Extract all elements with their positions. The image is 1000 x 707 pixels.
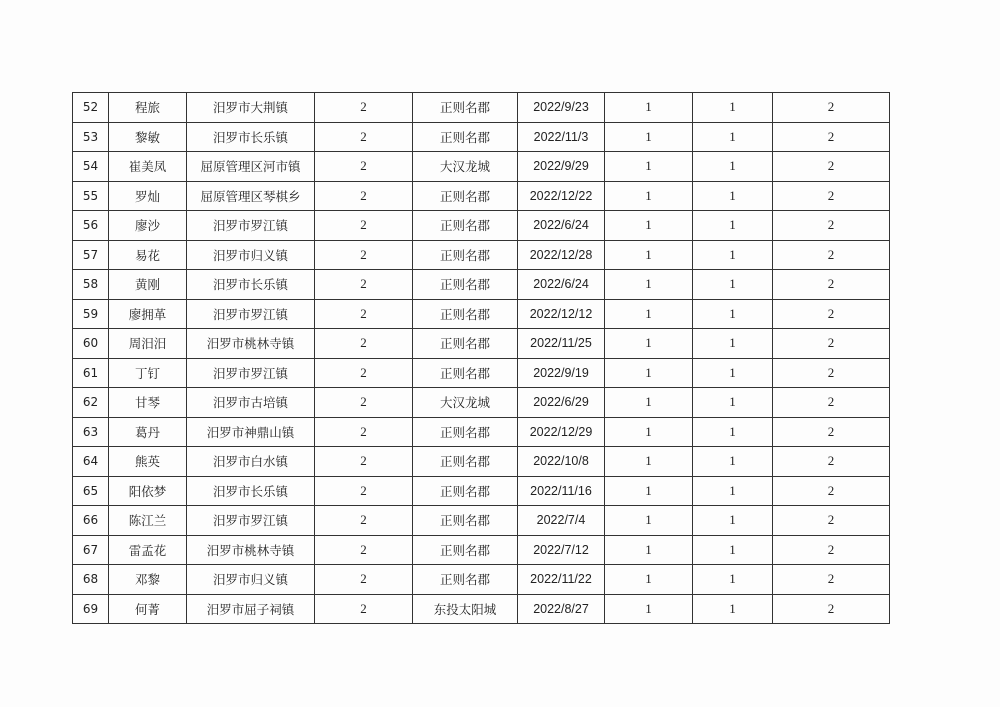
cell-count-b: 1 bbox=[693, 535, 773, 565]
cell-count-b: 1 bbox=[693, 299, 773, 329]
cell-name: 阳依梦 bbox=[109, 476, 187, 506]
table-row bbox=[73, 181, 890, 211]
cell-date: 2022/11/22 bbox=[518, 565, 605, 595]
cell-address: 汨罗市桃林寺镇 bbox=[187, 329, 315, 359]
records-table-body bbox=[73, 93, 890, 624]
table-row bbox=[73, 594, 890, 624]
cell-name: 廖沙 bbox=[109, 211, 187, 241]
cell-date: 2022/7/12 bbox=[518, 535, 605, 565]
cell-count-a: 1 bbox=[605, 565, 693, 595]
cell-address: 汨罗市归义镇 bbox=[187, 240, 315, 270]
cell-count-a: 1 bbox=[605, 211, 693, 241]
cell-address: 汨罗市长乐镇 bbox=[187, 270, 315, 300]
cell-housing-project: 正则名郡 bbox=[413, 476, 518, 506]
cell-date: 2022/11/3 bbox=[518, 122, 605, 152]
cell-total: 2 bbox=[773, 565, 890, 595]
cell-count-b: 1 bbox=[693, 181, 773, 211]
cell-row-index: 62 bbox=[73, 388, 109, 418]
cell-household-size: 2 bbox=[315, 329, 413, 359]
cell-total: 2 bbox=[773, 152, 890, 182]
cell-housing-project: 正则名郡 bbox=[413, 329, 518, 359]
cell-date: 2022/8/27 bbox=[518, 594, 605, 624]
cell-name: 周汨汨 bbox=[109, 329, 187, 359]
cell-count-a: 1 bbox=[605, 535, 693, 565]
cell-row-index: 59 bbox=[73, 299, 109, 329]
cell-row-index: 64 bbox=[73, 447, 109, 477]
cell-household-size: 2 bbox=[315, 181, 413, 211]
cell-count-a: 1 bbox=[605, 506, 693, 536]
cell-housing-project: 正则名郡 bbox=[413, 417, 518, 447]
cell-housing-project: 正则名郡 bbox=[413, 270, 518, 300]
cell-row-index: 67 bbox=[73, 535, 109, 565]
cell-housing-project: 正则名郡 bbox=[413, 358, 518, 388]
cell-count-b: 1 bbox=[693, 152, 773, 182]
cell-count-b: 1 bbox=[693, 329, 773, 359]
cell-household-size: 2 bbox=[315, 565, 413, 595]
table-row bbox=[73, 565, 890, 595]
cell-row-index: 68 bbox=[73, 565, 109, 595]
cell-count-b: 1 bbox=[693, 270, 773, 300]
cell-date: 2022/6/24 bbox=[518, 270, 605, 300]
cell-row-index: 69 bbox=[73, 594, 109, 624]
cell-count-b: 1 bbox=[693, 93, 773, 123]
cell-count-a: 1 bbox=[605, 270, 693, 300]
cell-name: 何菁 bbox=[109, 594, 187, 624]
cell-date: 2022/6/29 bbox=[518, 388, 605, 418]
cell-total: 2 bbox=[773, 417, 890, 447]
cell-name: 甘琴 bbox=[109, 388, 187, 418]
cell-row-index: 57 bbox=[73, 240, 109, 270]
cell-total: 2 bbox=[773, 388, 890, 418]
cell-household-size: 2 bbox=[315, 270, 413, 300]
cell-row-index: 61 bbox=[73, 358, 109, 388]
table-row bbox=[73, 329, 890, 359]
cell-count-b: 1 bbox=[693, 211, 773, 241]
cell-date: 2022/12/22 bbox=[518, 181, 605, 211]
cell-date: 2022/6/24 bbox=[518, 211, 605, 241]
cell-date: 2022/12/28 bbox=[518, 240, 605, 270]
cell-row-index: 53 bbox=[73, 122, 109, 152]
cell-date: 2022/9/29 bbox=[518, 152, 605, 182]
cell-total: 2 bbox=[773, 270, 890, 300]
cell-household-size: 2 bbox=[315, 417, 413, 447]
cell-row-index: 60 bbox=[73, 329, 109, 359]
cell-count-b: 1 bbox=[693, 122, 773, 152]
cell-row-index: 55 bbox=[73, 181, 109, 211]
cell-row-index: 56 bbox=[73, 211, 109, 241]
cell-count-b: 1 bbox=[693, 476, 773, 506]
cell-housing-project: 正则名郡 bbox=[413, 535, 518, 565]
cell-row-index: 66 bbox=[73, 506, 109, 536]
cell-count-a: 1 bbox=[605, 447, 693, 477]
cell-address: 屈原管理区河市镇 bbox=[187, 152, 315, 182]
cell-count-a: 1 bbox=[605, 329, 693, 359]
cell-count-a: 1 bbox=[605, 93, 693, 123]
table-row bbox=[73, 270, 890, 300]
cell-count-a: 1 bbox=[605, 388, 693, 418]
cell-date: 2022/9/23 bbox=[518, 93, 605, 123]
table-row bbox=[73, 447, 890, 477]
cell-housing-project: 正则名郡 bbox=[413, 122, 518, 152]
cell-date: 2022/11/25 bbox=[518, 329, 605, 359]
cell-name: 程旅 bbox=[109, 93, 187, 123]
cell-name: 葛丹 bbox=[109, 417, 187, 447]
cell-household-size: 2 bbox=[315, 152, 413, 182]
cell-housing-project: 正则名郡 bbox=[413, 447, 518, 477]
cell-date: 2022/11/16 bbox=[518, 476, 605, 506]
cell-address: 汨罗市罗江镇 bbox=[187, 358, 315, 388]
cell-household-size: 2 bbox=[315, 299, 413, 329]
cell-row-index: 65 bbox=[73, 476, 109, 506]
cell-count-a: 1 bbox=[605, 358, 693, 388]
cell-household-size: 2 bbox=[315, 240, 413, 270]
cell-total: 2 bbox=[773, 181, 890, 211]
cell-name: 廖拥革 bbox=[109, 299, 187, 329]
cell-address: 汨罗市古培镇 bbox=[187, 388, 315, 418]
cell-date: 2022/7/4 bbox=[518, 506, 605, 536]
cell-housing-project: 正则名郡 bbox=[413, 565, 518, 595]
cell-name: 黄刚 bbox=[109, 270, 187, 300]
cell-housing-project: 正则名郡 bbox=[413, 506, 518, 536]
cell-name: 黎敏 bbox=[109, 122, 187, 152]
cell-household-size: 2 bbox=[315, 476, 413, 506]
cell-count-b: 1 bbox=[693, 506, 773, 536]
cell-housing-project: 东投太阳城 bbox=[413, 594, 518, 624]
cell-total: 2 bbox=[773, 329, 890, 359]
cell-total: 2 bbox=[773, 211, 890, 241]
cell-household-size: 2 bbox=[315, 447, 413, 477]
table-row bbox=[73, 122, 890, 152]
cell-total: 2 bbox=[773, 476, 890, 506]
table-row bbox=[73, 476, 890, 506]
cell-total: 2 bbox=[773, 594, 890, 624]
cell-row-index: 54 bbox=[73, 152, 109, 182]
cell-row-index: 58 bbox=[73, 270, 109, 300]
cell-address: 汨罗市神鼎山镇 bbox=[187, 417, 315, 447]
cell-address: 汨罗市罗江镇 bbox=[187, 506, 315, 536]
table-row bbox=[73, 358, 890, 388]
cell-count-b: 1 bbox=[693, 594, 773, 624]
cell-count-a: 1 bbox=[605, 152, 693, 182]
cell-count-a: 1 bbox=[605, 122, 693, 152]
cell-count-b: 1 bbox=[693, 417, 773, 447]
cell-total: 2 bbox=[773, 299, 890, 329]
cell-row-index: 52 bbox=[73, 93, 109, 123]
cell-total: 2 bbox=[773, 358, 890, 388]
cell-household-size: 2 bbox=[315, 211, 413, 241]
cell-count-a: 1 bbox=[605, 299, 693, 329]
cell-address: 汨罗市白水镇 bbox=[187, 447, 315, 477]
cell-count-a: 1 bbox=[605, 181, 693, 211]
cell-address: 汨罗市屈子祠镇 bbox=[187, 594, 315, 624]
cell-date: 2022/10/8 bbox=[518, 447, 605, 477]
cell-total: 2 bbox=[773, 240, 890, 270]
cell-date: 2022/12/12 bbox=[518, 299, 605, 329]
cell-name: 易花 bbox=[109, 240, 187, 270]
table-row bbox=[73, 93, 890, 123]
table-row bbox=[73, 240, 890, 270]
cell-count-a: 1 bbox=[605, 594, 693, 624]
cell-total: 2 bbox=[773, 93, 890, 123]
table-row bbox=[73, 417, 890, 447]
cell-name: 雷孟花 bbox=[109, 535, 187, 565]
cell-name: 熊英 bbox=[109, 447, 187, 477]
cell-total: 2 bbox=[773, 535, 890, 565]
cell-housing-project: 正则名郡 bbox=[413, 93, 518, 123]
cell-household-size: 2 bbox=[315, 122, 413, 152]
cell-housing-project: 正则名郡 bbox=[413, 299, 518, 329]
table-row bbox=[73, 388, 890, 418]
cell-name: 陈江兰 bbox=[109, 506, 187, 536]
cell-household-size: 2 bbox=[315, 358, 413, 388]
table-row bbox=[73, 211, 890, 241]
records-table bbox=[72, 92, 890, 624]
cell-count-a: 1 bbox=[605, 240, 693, 270]
table-row bbox=[73, 535, 890, 565]
cell-count-a: 1 bbox=[605, 417, 693, 447]
cell-total: 2 bbox=[773, 122, 890, 152]
cell-household-size: 2 bbox=[315, 594, 413, 624]
cell-housing-project: 正则名郡 bbox=[413, 181, 518, 211]
cell-address: 汨罗市罗江镇 bbox=[187, 211, 315, 241]
cell-housing-project: 大汉龙城 bbox=[413, 152, 518, 182]
cell-date: 2022/9/19 bbox=[518, 358, 605, 388]
cell-household-size: 2 bbox=[315, 506, 413, 536]
cell-name: 邓黎 bbox=[109, 565, 187, 595]
cell-count-b: 1 bbox=[693, 358, 773, 388]
cell-count-a: 1 bbox=[605, 476, 693, 506]
cell-address: 汨罗市罗江镇 bbox=[187, 299, 315, 329]
cell-name: 罗灿 bbox=[109, 181, 187, 211]
cell-total: 2 bbox=[773, 447, 890, 477]
cell-housing-project: 正则名郡 bbox=[413, 240, 518, 270]
cell-name: 崔美凤 bbox=[109, 152, 187, 182]
cell-address: 汨罗市桃林寺镇 bbox=[187, 535, 315, 565]
cell-name: 丁钉 bbox=[109, 358, 187, 388]
table-row bbox=[73, 152, 890, 182]
cell-row-index: 63 bbox=[73, 417, 109, 447]
cell-date: 2022/12/29 bbox=[518, 417, 605, 447]
cell-count-b: 1 bbox=[693, 388, 773, 418]
cell-address: 汨罗市长乐镇 bbox=[187, 122, 315, 152]
cell-household-size: 2 bbox=[315, 93, 413, 123]
table-row bbox=[73, 506, 890, 536]
cell-count-b: 1 bbox=[693, 447, 773, 477]
cell-address: 汨罗市大荆镇 bbox=[187, 93, 315, 123]
cell-housing-project: 大汉龙城 bbox=[413, 388, 518, 418]
cell-count-b: 1 bbox=[693, 565, 773, 595]
cell-household-size: 2 bbox=[315, 388, 413, 418]
cell-address: 屈原管理区琴棋乡 bbox=[187, 181, 315, 211]
cell-household-size: 2 bbox=[315, 535, 413, 565]
cell-housing-project: 正则名郡 bbox=[413, 211, 518, 241]
cell-count-b: 1 bbox=[693, 240, 773, 270]
cell-total: 2 bbox=[773, 506, 890, 536]
cell-address: 汨罗市归义镇 bbox=[187, 565, 315, 595]
cell-address: 汨罗市长乐镇 bbox=[187, 476, 315, 506]
table-row bbox=[73, 299, 890, 329]
